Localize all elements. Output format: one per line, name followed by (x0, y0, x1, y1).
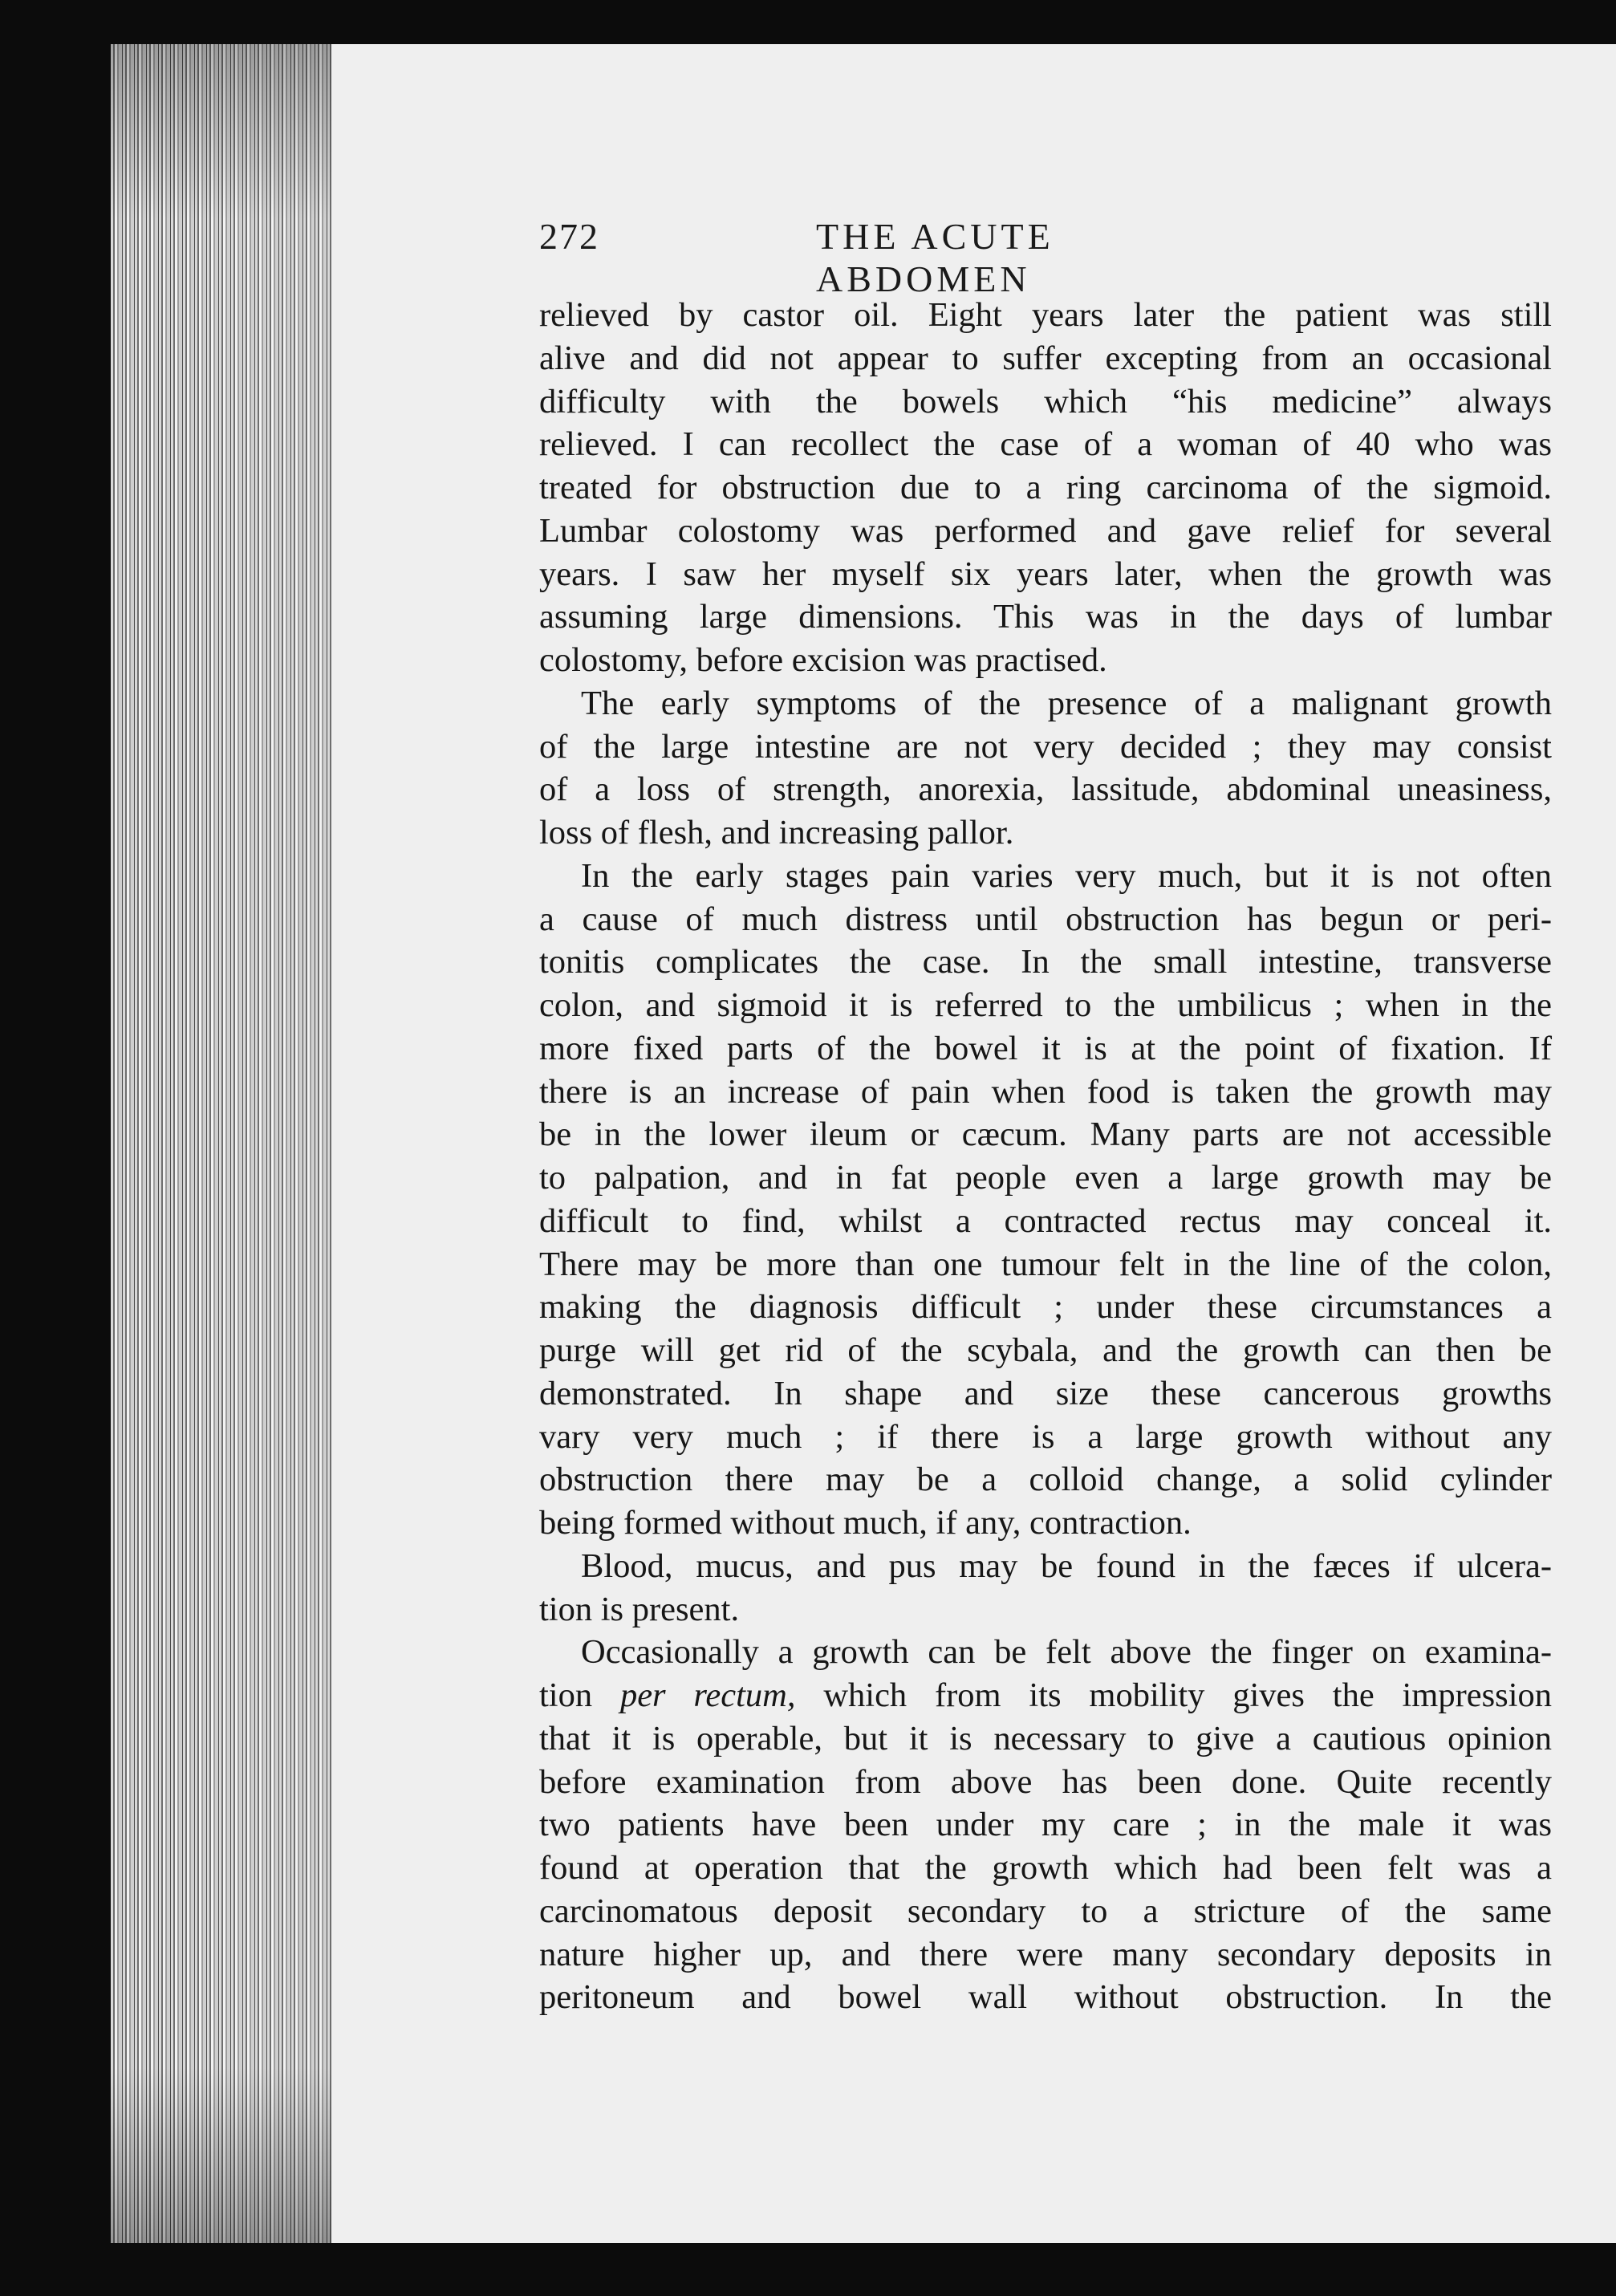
text-line: to palpation, and in fat people even a large growth may be (539, 1159, 1552, 1197)
paragraph-start-line: In the early stages pain varies very much, but it is not often (581, 856, 1552, 895)
text-line: purge will get rid of the scybala, and the growth can then be (539, 1331, 1552, 1369)
text-line: treated for obstruction due to a ring carcinoma of the sigmoid. (539, 469, 1552, 506)
text-line: vary very much ; if there is a large growth without any (539, 1417, 1552, 1456)
text-line: be in the lower ileum or cæcum. Many parts are not accessible (539, 1115, 1552, 1154)
text-line: of a loss of strength, anorexia, lassitude, abdominal uneasiness, (539, 770, 1552, 809)
book-page-edges (111, 44, 331, 2243)
running-title: THE ACUTE ABDOMEN (816, 216, 1054, 299)
text-line: peritoneum and bowel wall without obstruction. In the (539, 1978, 1552, 2017)
text-line: relieved by castor oil. Eight years later the patient was still (539, 296, 1552, 334)
text-line: found at operation that the growth which had been felt was a (539, 1849, 1552, 1887)
text-line: two patients have been under my care ; in the male it was (539, 1806, 1552, 1844)
paragraph-start-line: Blood, mucus, and pus may be found in the fæces if ulcera- (581, 1546, 1552, 1585)
text-line: nature higher up, and there were many secondary deposits in (539, 1935, 1552, 1973)
text-line: carcinomatous deposit secondary to a stricture of the same (539, 1892, 1552, 1930)
text-line: there is an increase of pain when food is taken the growth may (539, 1072, 1552, 1111)
italic-phrase: per rectum, (619, 1676, 796, 1714)
page-number: 272 (539, 216, 599, 257)
text-line: colostomy, before excision was practised. (539, 641, 1107, 679)
paragraph-start-line: The early symptoms of the presence of a malignant growth (581, 684, 1552, 722)
text-line: being formed without much, if any, contraction. (539, 1504, 1192, 1542)
text-line: tion is present. (539, 1590, 740, 1628)
text-line: Lumbar colostomy was performed and gave relief for several (539, 511, 1552, 550)
text-line: obstruction there may be a colloid change, a solid cylinder (539, 1461, 1552, 1499)
text-line: demonstrated. In shape and size these cancerous growths (539, 1374, 1552, 1412)
paragraph-start-line: Occasionally a growth can be felt above the finger on examina- (581, 1633, 1552, 1672)
text-line: tonitis complicates the case. In the small intestine, transverse (539, 943, 1552, 981)
text-segment: which from its mobility gives the impression (823, 1676, 1553, 1714)
text-line: years. I saw her myself six years later, when the growth was (539, 555, 1552, 593)
body-text (539, 294, 1552, 2019)
text-line: loss of flesh, and increasing pallor. (539, 814, 1014, 851)
text-line: alive and did not appear to suffer excepting from an occasional (539, 339, 1552, 377)
text-line: There may be more than one tumour felt in the line of the colon, (539, 1245, 1552, 1283)
text-line: a cause of much distress until obstruction has begun or peri- (539, 900, 1552, 938)
page-header (539, 215, 1268, 299)
text-line-with-italic (539, 1674, 1552, 1717)
scan-border (331, 2243, 1616, 2296)
text-line: before examination from above has been done. Quite recently (539, 1762, 1552, 1801)
text-line: of the large intestine are not very decided ; they may consist (539, 727, 1552, 766)
text-line: difficulty with the bowels which “his medicine” always (539, 382, 1552, 421)
text-line: colon, and sigmoid it is referred to the umbilicus ; when in the (539, 986, 1552, 1024)
text-line: making the diagnosis difficult ; under these circumstances a (539, 1288, 1552, 1327)
text-line: more fixed parts of the bowel it is at the point of fixation. If (539, 1029, 1552, 1067)
text-line: difficult to find, whilst a contracted rectus may conceal it. (539, 1201, 1552, 1240)
text-segment: tion (539, 1676, 620, 1714)
text-line: that it is operable, but it is necessary to give a cautious opinion (539, 1719, 1552, 1758)
text-line: relieved. I can recollect the case of a woman of 40 who was (539, 425, 1552, 464)
text-line: assuming large dimensions. This was in the days of lumbar (539, 598, 1552, 636)
